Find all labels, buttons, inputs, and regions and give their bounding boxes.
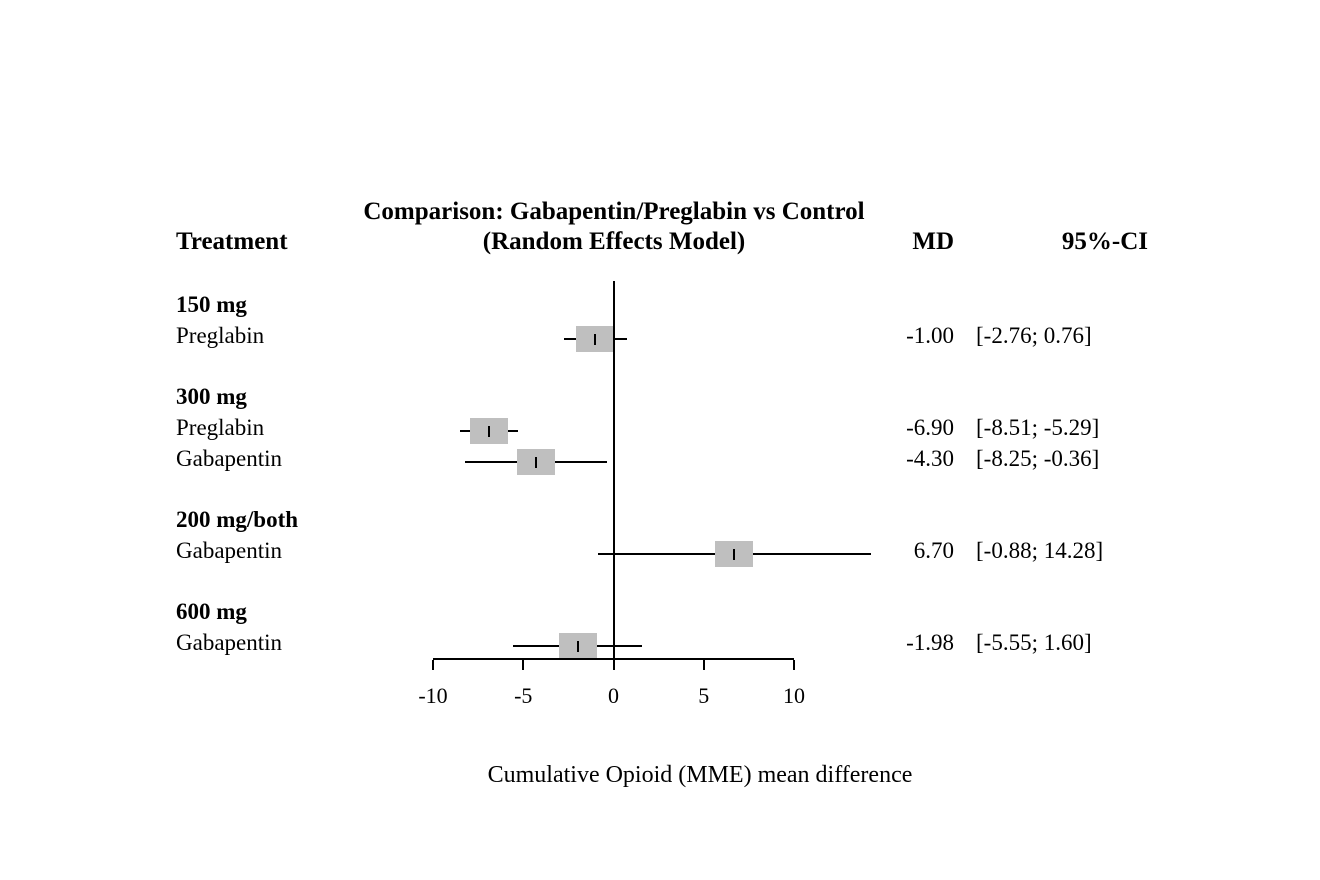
x-axis-label: Cumulative Opioid (MME) mean difference — [487, 762, 913, 788]
point-estimate-marker — [535, 457, 537, 468]
ci-value: [-2.76; 0.76] — [976, 323, 1092, 348]
x-axis-tick-label: 5 — [698, 683, 710, 708]
point-estimate-marker — [577, 641, 579, 652]
chart-title: Comparison: Gabapentin/Preglabin vs Control — [363, 198, 865, 225]
group-label: 600 mg — [176, 599, 247, 624]
row-label: Gabapentin — [176, 630, 283, 655]
group-label: 300 mg — [176, 384, 247, 409]
row-label: Gabapentin — [176, 446, 283, 471]
ci-value: [-8.51; -5.29] — [976, 415, 1100, 440]
column-header-md: MD — [912, 228, 954, 255]
md-value: 6.70 — [913, 538, 954, 563]
x-axis-tick-label: 0 — [608, 683, 619, 708]
row-label: Preglabin — [176, 415, 265, 440]
md-value: -1.00 — [906, 323, 954, 348]
x-axis-tick-label: 10 — [783, 683, 805, 708]
md-value: -4.30 — [906, 446, 954, 471]
group-label: 150 mg — [176, 292, 247, 317]
ci-value: [-8.25; -0.36] — [976, 446, 1100, 471]
x-axis-tick — [432, 660, 434, 670]
x-axis-tick — [793, 660, 795, 670]
row-label: Gabapentin — [176, 538, 283, 563]
ci-value: [-0.88; 14.28] — [976, 538, 1104, 563]
group-label: 200 mg/both — [176, 507, 299, 532]
point-estimate-marker — [488, 426, 490, 437]
x-axis-tick-label: -10 — [418, 683, 448, 708]
x-axis-tick-label: -5 — [514, 683, 533, 708]
reference-line — [613, 281, 615, 658]
ci-value: [-5.55; 1.60] — [976, 630, 1092, 655]
x-axis-tick — [703, 660, 705, 670]
column-header-ci: 95%-CI — [1061, 228, 1148, 255]
point-estimate-marker — [594, 334, 596, 345]
md-value: -6.90 — [906, 415, 954, 440]
row-label: Preglabin — [176, 323, 265, 348]
x-axis-tick — [613, 660, 615, 670]
chart-subtitle: (Random Effects Model) — [482, 228, 746, 255]
md-value: -1.98 — [906, 630, 954, 655]
column-header-treatment: Treatment — [176, 228, 288, 255]
x-axis-tick — [522, 660, 524, 670]
point-estimate-marker — [733, 549, 735, 560]
